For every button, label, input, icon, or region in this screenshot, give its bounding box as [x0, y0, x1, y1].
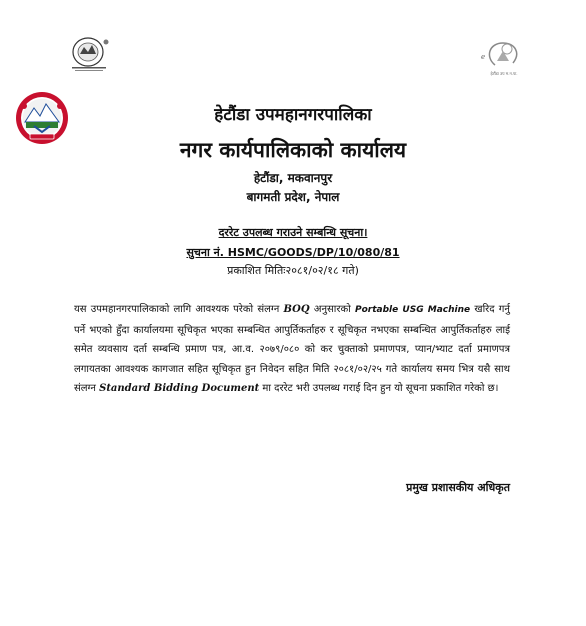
signature-title: प्रमुख प्रशासकीय अधिकृत [406, 481, 510, 494]
body-text-part: मा दररेट भरी उपलब्ध गराई दिन हुन यो सूचना प्रकाशित गरेको छ। [259, 383, 499, 395]
body-text-part: अनुसारको [309, 304, 355, 315]
office-name: नगर कार्यपालिकाको कार्यालय [179, 138, 407, 162]
item-name: Portable USG Machine [354, 305, 471, 315]
address-line-1: हेटौंडा, मकवानपुर [253, 171, 333, 185]
address-line-2: बागमती प्रदेश, नेपाल [246, 190, 340, 204]
bidding-document-term: Standard Bidding Document [99, 383, 260, 395]
municipality-badge-icon [477, 37, 529, 75]
body-text-part: यस उपमहानगरपालिकाको लागि आवश्यक परेको संलग्न [74, 304, 284, 315]
boq-term: BOQ [283, 304, 310, 315]
logo-caption: हेटौंडा उप म.न.पा. [490, 71, 518, 76]
municipality-seal-icon [66, 34, 116, 74]
published-date: प्रकाशित मितिः२०८१/०२/१८ गते) [227, 264, 359, 277]
notice-subject: दररेट उपलब्ध गराउने सम्बन्धि सूचना। [218, 226, 368, 239]
municipality-name: हेटौंडा उपमहानगरपालिका [214, 105, 372, 125]
notice-body [74, 300, 510, 399]
svg-text:e: e [481, 53, 486, 61]
body-text-part: खरिद गर्नु पर्ने भएको हुँदा कार्यालयमा सूचिकृत भएका सम्बन्धित आपुर्तिकर्ताहरु र सूचिकृत नभएका सम्बन्धित आपुर्तिकर्ताहरु लाई समेत व्यवसाय दर्ता सम्बन्धि प्रमाण पत्र, आ.व. २०७९/०८० को कर चुक्ताको प्रमाणपत्र, प्यान/भ्याट दर्ता प्रमाणपत्र लगायतका आवश्यक कागजात सहित सूचिकृत हुन निवेदन सहित मिति २०८१/०२/२५ गते कार्यालय समय भित्र यसै साथ संलग्न [74, 304, 510, 395]
notice-number: सुचना नं. HSMC/GOODS/DP/10/080/81 [186, 246, 400, 259]
